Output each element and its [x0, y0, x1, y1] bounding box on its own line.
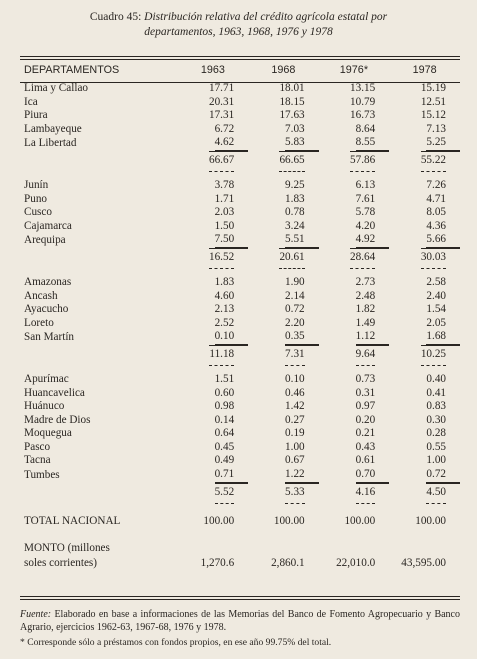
caption-title-line1: Distribución relativa del crédito agrícola estatal por [144, 11, 388, 23]
cell-1978: 5.66 [426, 233, 460, 248]
subtotal-1978: 55.22 [421, 151, 460, 169]
header-1968: 1968 [271, 64, 296, 77]
table-row [20, 427, 460, 441]
subtotal-row [20, 248, 460, 266]
subtotal-1978: 4.50 [426, 483, 460, 501]
cell-1976: 4.92 [356, 233, 390, 248]
cell-1976: 2.73 [355, 275, 376, 288]
cell-1978: 2.05 [426, 316, 446, 329]
table-row [20, 468, 460, 483]
cell-1976: 8.64 [355, 122, 376, 135]
total-label: TOTAL NACIONAL [24, 514, 121, 527]
header-departamentos: DEPARTAMENTOS [24, 64, 120, 77]
cell-1968: 0.78 [285, 206, 305, 219]
cell-1968: 1.22 [285, 468, 319, 483]
total-1976: 100.00 [344, 514, 376, 527]
header-1963: 1963 [200, 64, 225, 77]
monto-1963: 1,270.6 [200, 556, 235, 569]
subtotal-row [20, 345, 460, 363]
bottom-rule [20, 596, 460, 597]
cell-1968: 0.67 [285, 454, 305, 467]
table-row [20, 414, 460, 428]
row-name: Amazonas [24, 275, 72, 288]
cell-1976: 2.48 [355, 289, 376, 302]
cell-1968: 2.14 [285, 289, 305, 302]
cell-1968: 0.46 [285, 386, 305, 399]
cell-1968: 3.24 [285, 219, 305, 232]
subtotal-row [20, 483, 460, 501]
row-name: La Libertad [24, 136, 77, 149]
cell-1976: 0.31 [355, 386, 376, 399]
cell-1963: 1.50 [214, 219, 235, 232]
total-1968: 100.00 [273, 514, 305, 527]
row-name: Lima y Callao [24, 82, 89, 94]
row-name: Cusco [24, 206, 52, 219]
table-row [20, 233, 460, 248]
cell-1963: 17.71 [208, 82, 235, 94]
subtotal-1976: 57.86 [350, 151, 389, 169]
monto-label-line1: MONTO (millones [24, 541, 110, 554]
table-row [20, 276, 460, 290]
table-caption [0, 10, 477, 40]
cell-1963: 6.72 [214, 122, 235, 135]
cell-1963: 0.98 [214, 400, 235, 413]
row-name: Ayacucho [24, 303, 69, 316]
cell-1968: 1.42 [285, 400, 305, 413]
table-row [20, 96, 460, 110]
credit-distribution-table [20, 60, 460, 571]
cell-1976: 6.13 [355, 178, 376, 191]
cell-1978: 2.58 [426, 275, 446, 288]
cell-1968: 0.35 [285, 330, 319, 345]
cell-1978: 15.19 [420, 82, 446, 94]
monto-1968: 2,860.1 [271, 556, 305, 569]
row-name: Ica [24, 95, 38, 108]
subtotal-1968: 66.65 [279, 151, 318, 169]
cell-1976: 16.73 [350, 109, 376, 122]
table-row [20, 303, 460, 317]
cell-1963: 0.60 [214, 386, 235, 399]
row-name: San Martín [24, 330, 75, 343]
row-name: Huánuco [24, 400, 65, 413]
cell-1978: 4.71 [426, 192, 446, 205]
monto-1976: 22,010.0 [336, 556, 376, 569]
monto-row [20, 556, 460, 571]
cell-1968: 1.00 [285, 440, 305, 453]
cell-1963: 1.71 [214, 192, 235, 205]
cell-1976: 0.61 [355, 454, 376, 467]
cell-1963: 20.31 [208, 95, 235, 108]
cell-1978: 7.13 [426, 122, 446, 135]
cell-1976: 0.20 [355, 413, 376, 426]
cell-1978: 1.54 [426, 303, 446, 316]
subtotal-1978: 10.25 [421, 345, 460, 363]
row-name: Moquegua [24, 427, 72, 440]
total-1963: 100.00 [203, 514, 235, 527]
row-name: Loreto [24, 316, 54, 329]
cell-1963: 4.62 [215, 136, 249, 151]
cell-1978: 0.83 [426, 400, 446, 413]
cell-1978: 0.41 [426, 386, 446, 399]
cell-1968: 2.20 [285, 316, 305, 329]
table-body [20, 82, 460, 571]
row-name: Tacna [24, 454, 51, 467]
top-rule [20, 56, 460, 57]
cell-1963: 2.13 [214, 303, 235, 316]
cell-1968: 0.72 [285, 303, 305, 316]
cell-1976: 1.82 [355, 303, 376, 316]
cell-1976: 10.79 [350, 95, 376, 108]
subtotal-1963: 66.67 [209, 151, 248, 169]
cell-1963: 1.51 [214, 372, 235, 385]
table-row [20, 441, 460, 455]
subtotal-1968: 5.33 [285, 483, 319, 501]
asterisk-footnote: * Corresponde sólo a préstamos con fondos propios, en ese año 99.75% del total. [20, 637, 332, 648]
row-name: Piura [24, 109, 48, 122]
cell-1976: 4.20 [355, 219, 376, 232]
cell-1968: 0.27 [285, 413, 305, 426]
row-name: Junín [24, 178, 49, 191]
cell-1963: 0.49 [214, 454, 235, 467]
monto-label-row [20, 541, 460, 556]
subtotal-1976: 28.64 [350, 248, 389, 266]
source-footnote [20, 608, 460, 634]
cell-1968: 1.83 [285, 192, 305, 205]
cell-1976: 0.73 [355, 372, 376, 385]
table-row [20, 317, 460, 331]
caption-label: Cuadro 45: [89, 11, 142, 23]
cell-1978: 0.28 [426, 427, 446, 440]
table-row [20, 82, 460, 96]
cell-1978: 15.12 [420, 109, 446, 122]
bottom-rule-2 [20, 599, 460, 600]
cell-1963: 2.03 [214, 206, 235, 219]
row-name: Pasco [24, 440, 51, 453]
cell-1978: 1.68 [426, 330, 460, 345]
subtotal-1976: 4.16 [356, 483, 390, 501]
table-row [20, 400, 460, 414]
header-1976: 1976* [339, 64, 369, 77]
source-text: Elaborado en base a informaciones de las Memorias del Banco de Fomento Agropecuario y Banco Agrario, ejercicios 1962-63, 1967-68, 1976 y 1978. [20, 609, 461, 633]
cell-1968: 5.83 [285, 136, 319, 151]
subtotal-1963: 5.52 [215, 483, 249, 501]
cell-1976: 1.12 [356, 330, 390, 345]
cell-1968: 18.01 [279, 82, 305, 94]
cell-1968: 9.25 [285, 178, 305, 191]
cell-1976: 0.97 [355, 400, 376, 413]
table-row [20, 136, 460, 151]
cell-1963: 3.78 [214, 178, 235, 191]
cell-1968: 17.63 [279, 109, 305, 122]
table-row [20, 373, 460, 387]
table-row [20, 193, 460, 207]
table-row [20, 290, 460, 304]
cell-1968: 18.15 [279, 95, 305, 108]
cell-1978: 0.55 [426, 440, 446, 453]
row-name: Apurímac [24, 372, 69, 385]
cell-1976: 8.55 [356, 136, 390, 151]
table-row [20, 387, 460, 401]
total-row [20, 511, 460, 531]
cell-1978: 8.05 [426, 206, 446, 219]
cell-1978: 0.72 [426, 468, 460, 483]
subtotal-1963: 11.18 [209, 345, 248, 363]
table-row [20, 123, 460, 137]
cell-1976: 0.70 [356, 468, 390, 483]
cell-1978: 4.36 [426, 219, 446, 232]
subtotal-1968: 7.31 [285, 345, 319, 363]
table-row [20, 220, 460, 234]
cell-1976: 7.61 [355, 192, 376, 205]
table-row [20, 454, 460, 468]
cell-1963: 7.50 [215, 233, 249, 248]
table-row [20, 330, 460, 345]
subtotal-1963: 16.52 [209, 248, 248, 266]
row-name: Lambayeque [24, 122, 82, 135]
row-name: Madre de Dios [24, 413, 91, 426]
cell-1978: 12.51 [420, 95, 446, 108]
table-row [20, 109, 460, 123]
table-row [20, 206, 460, 220]
cell-1976: 1.49 [355, 316, 376, 329]
monto-1978: 43,595.00 [401, 556, 446, 569]
cell-1968: 0.19 [285, 427, 305, 440]
subtotal-1976: 9.64 [356, 345, 390, 363]
monto-label-line2: soles corrientes) [24, 556, 98, 569]
cell-1976: 0.43 [355, 440, 376, 453]
cell-1976: 13.15 [350, 82, 376, 94]
cell-1963: 2.52 [214, 316, 235, 329]
row-name: Arequipa [24, 233, 66, 246]
cell-1963: 0.71 [215, 468, 249, 483]
header-1978: 1978 [412, 64, 437, 77]
subtotal-row [20, 151, 460, 169]
source-label: Fuente: [20, 609, 52, 620]
cell-1978: 0.40 [426, 372, 446, 385]
row-name: Ancash [24, 289, 58, 302]
cell-1963: 0.14 [214, 413, 235, 426]
row-name: Tumbes [24, 468, 60, 481]
row-name: Huancavelica [24, 386, 85, 399]
cell-1963: 1.83 [214, 275, 235, 288]
cell-1976: 0.21 [355, 427, 376, 440]
cell-1978: 7.26 [426, 178, 446, 191]
row-name: Cajamarca [24, 219, 72, 232]
subtotal-1968: 20.61 [279, 248, 318, 266]
cell-1978: 5.25 [426, 136, 460, 151]
total-1978: 100.00 [415, 514, 446, 527]
cell-1963: 4.60 [214, 289, 235, 302]
cell-1963: 17.31 [208, 109, 235, 122]
subtotal-1978: 30.03 [421, 248, 460, 266]
cell-1968: 5.51 [285, 233, 319, 248]
table-row [20, 179, 460, 193]
cell-1976: 5.78 [355, 206, 376, 219]
cell-1978: 0.30 [426, 413, 446, 426]
cell-1978: 2.40 [426, 289, 446, 302]
cell-1963: 0.45 [214, 440, 235, 453]
header-row [20, 60, 460, 82]
cell-1968: 1.90 [285, 275, 305, 288]
cell-1968: 7.03 [285, 122, 305, 135]
cell-1968: 0.10 [285, 372, 305, 385]
cell-1963: 0.64 [214, 427, 235, 440]
row-name: Puno [24, 192, 48, 205]
caption-title-line2: departamentos, 1963, 1968, 1976 y 1978 [144, 26, 333, 38]
cell-1978: 1.00 [426, 454, 446, 467]
cell-1963: 0.10 [215, 330, 249, 345]
